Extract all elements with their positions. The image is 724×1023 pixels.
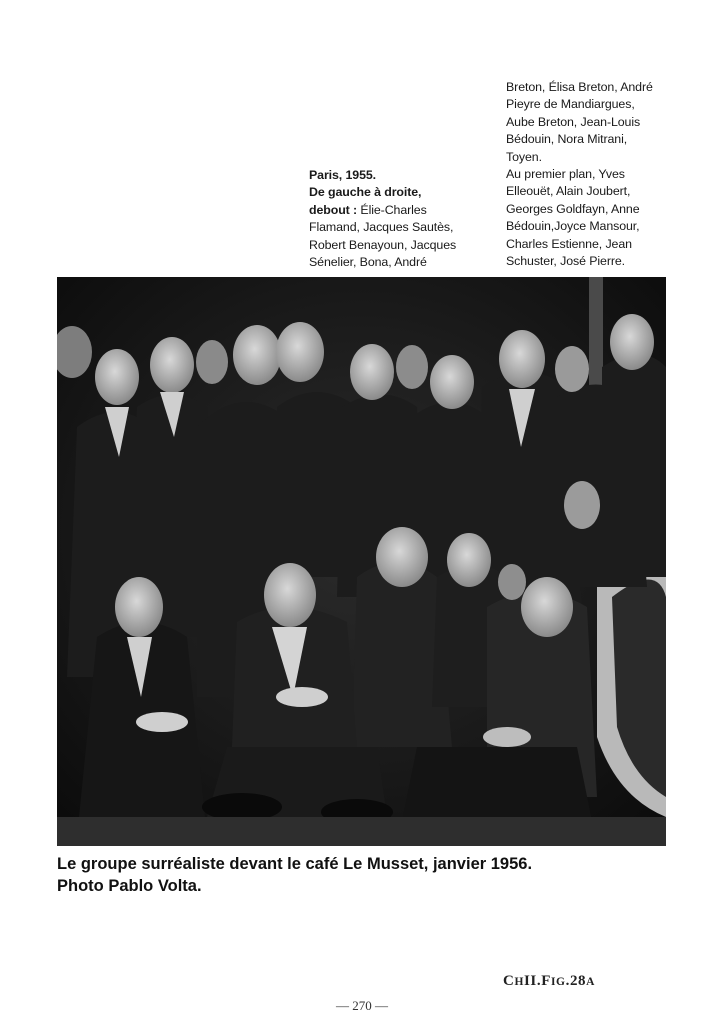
caption-right-column — [506, 79, 676, 270]
caption-line: Breton, Élisa Breton, André — [506, 80, 653, 94]
caption-line: Sénelier, Bona, André — [309, 255, 427, 270]
figure-ref-part: H — [514, 976, 524, 988]
main-caption-line: Le groupe surréaliste devant le café Le Musset, janvier 1956. — [57, 855, 533, 873]
caption-left-column — [309, 167, 499, 271]
caption-line: Bédouin,Joyce Mansour, — [506, 219, 640, 234]
main-caption — [57, 853, 677, 897]
figure-reference — [503, 973, 595, 990]
caption-line — [309, 202, 499, 219]
caption-line-text: Élie-Charles — [360, 202, 427, 217]
page-number: — 270 — — [336, 998, 388, 1013]
caption-line: Toyen. — [506, 149, 542, 164]
caption-line: Pieyre de Mandiargues, — [506, 97, 635, 112]
photo-illustration — [57, 277, 666, 846]
caption-line: Flamand, Jacques Sautès, — [309, 220, 454, 235]
caption-line: Charles Estienne, Jean — [506, 236, 632, 251]
figure-ref-part: C — [503, 973, 515, 989]
figure-ref-part: II.F — [523, 973, 551, 989]
figure-ref-part: IG — [550, 976, 566, 988]
figure-ref-part: A — [586, 976, 596, 988]
caption-line: Bédouin, Nora Mitrani, — [506, 132, 628, 147]
photo-floor — [57, 817, 666, 846]
caption-line: Schuster, José Pierre. — [506, 254, 626, 269]
caption-line: Au premier plan, Yves — [506, 167, 625, 182]
photo-credit: Photo Pablo Volta. — [57, 877, 202, 895]
caption-direction: De gauche à droite, — [309, 185, 422, 200]
caption-line: Aube Breton, Jean-Louis — [506, 114, 641, 129]
caption-line-bold: debout : — [309, 202, 361, 217]
group-photograph — [57, 277, 666, 846]
caption-line: Georges Goldfayn, Anne — [506, 201, 640, 216]
caption-place-date: Paris, 1955. — [309, 168, 377, 182]
caption-line: Elleouët, Alain Joubert, — [506, 184, 631, 199]
figure-ref-part: .28 — [565, 973, 587, 989]
caption-line: Robert Benayoun, Jacques — [309, 237, 457, 252]
